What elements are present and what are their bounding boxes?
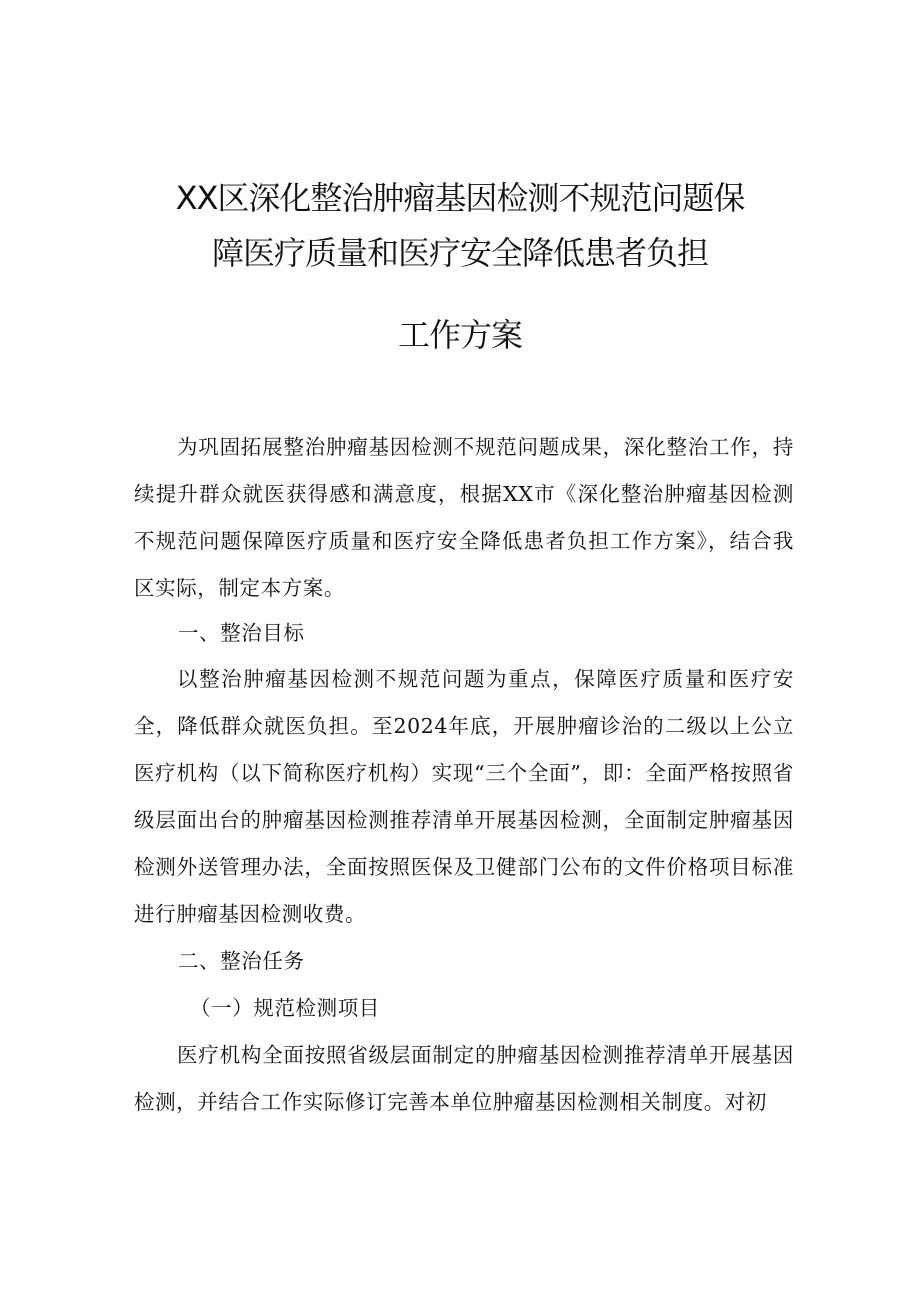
section-2-subheading-1: （一）规范检测项目 <box>190 996 380 1020</box>
section-2-heading: 二、整治任务 <box>178 949 305 973</box>
section-1-heading: 一、整治目标 <box>178 621 305 645</box>
document-title-line-1: XX区深化整治肿瘤基因检测不规范问题保 <box>175 179 745 217</box>
section-2-sub-1-paragraph: 医疗机构全面按照省级层面制定的肿瘤基因检测推荐清单开展基因检测，并结合工作实际修订完善本单位肿瘤基因检测相关制度。对初 <box>134 1043 794 1114</box>
document-title-line-3: 工作方案 <box>397 316 522 354</box>
document-title-line-2: 障医疗质量和医疗安全降低患者负担 <box>211 234 708 272</box>
intro-paragraph: 为巩固拓展整治肿瘤基因检测不规范问题成果，深化整治工作，持续提升群众就医获得感和满意度，根据XX市《深化整治肿瘤基因检测不规范问题保障医疗质量和医疗安全降低患者负担工作方案》，结合我区实际，制定本方案。 <box>134 435 794 600</box>
section-1-paragraph: 以整治肿瘤基因检测不规范问题为重点，保障医疗质量和医疗安全，降低群众就医负担。至2024年底，开展肿瘤诊治的二级以上公立医疗机构（以下简称医疗机构）实现“三个全面”，即：全面严格按照省级层面出台的肿瘤基因检测推荐清单开展基因检测，全面制定肿瘤基因检测外送管理办法，全面按照医保及卫健部门公布的文件价格项目标准进行肿瘤基因检测收费。 <box>134 667 794 926</box>
